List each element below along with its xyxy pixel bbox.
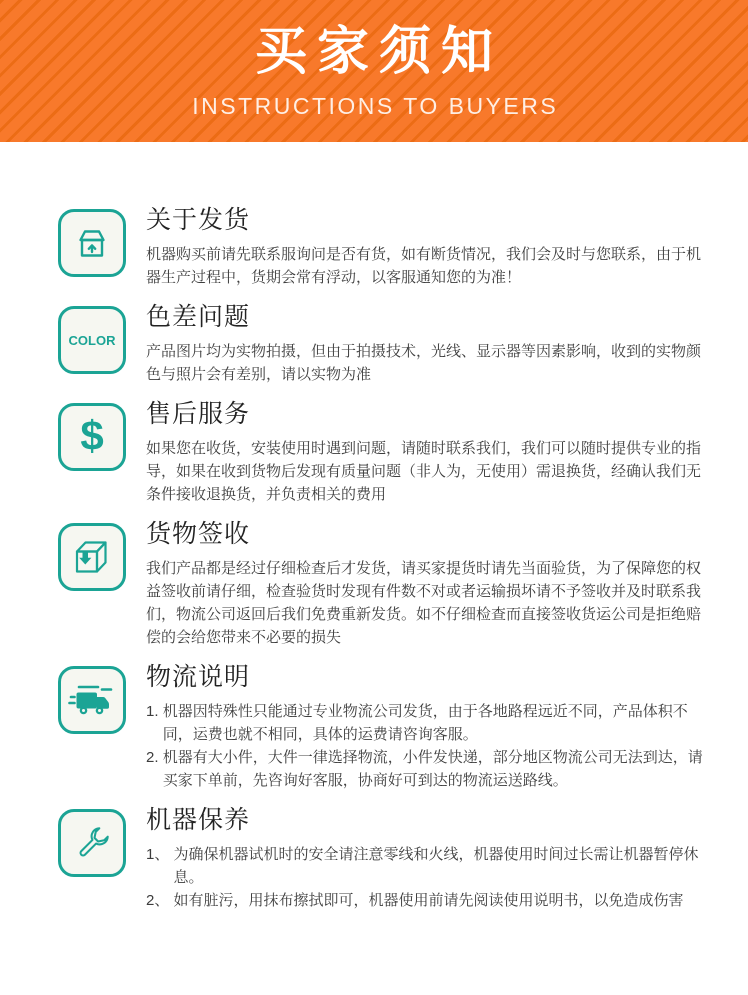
- section-title: 关于发货: [146, 206, 251, 234]
- section-title: 物流说明: [146, 663, 251, 691]
- page-subtitle: INSTRUCTIONS TO BUYERS: [192, 93, 559, 120]
- buyer-notice-list: [0, 142, 748, 912]
- package-3d-icon: [58, 523, 126, 591]
- section-title: 色差问题: [146, 303, 251, 331]
- section-shipping: [58, 204, 709, 289]
- section-text: 如果您在收货，安装使用时遇到问题，请随时联系我们，我们可以随时提供专业的指导，如果在收到货物后发现有质量问题（非人为，无使用）需退换货，经确认我们无条件接收退换货，并负责相关的费用: [146, 440, 702, 503]
- dollar-icon-glyph: $: [80, 411, 104, 459]
- section-goods-receipt: [58, 518, 709, 649]
- list-text: 为确保机器试机时的安全请注意零线和火线，机器使用时间过长需让机器暂停休息。: [173, 846, 699, 886]
- section-logistics: [58, 661, 709, 792]
- section-title: 货物签收: [146, 520, 251, 548]
- section-title: 机器保养: [146, 806, 251, 834]
- wrench-icon: [58, 809, 126, 877]
- color-icon-label: COLOR: [68, 332, 116, 348]
- list-item: [146, 843, 709, 889]
- list-text: 机器因特殊性只能通过专业物流公司发货，由于各地路程远近不同，产品体积不同，运费也就不相同，具体的运费请咨询客服。: [162, 703, 688, 743]
- list-text: 如有脏污，用抹布擦拭即可，机器使用前请先阅读使用说明书，以免造成伤害: [173, 892, 684, 909]
- list-marker: 2、: [146, 892, 174, 909]
- section-color-difference: [58, 301, 709, 386]
- list-item: [146, 889, 709, 912]
- section-text: 我们产品都是经过仔细检查后才发货，请买家提货时请先当面验货，为了保障您的权益签收前请仔细，检查验货时发现有件数不对或者运输损坏请不予签收并及时联系我们，物流公司返回后我们免费重新发货。如不仔细检查而直接签收货运公司是拒绝赔偿的会给您带来不必要的损失: [146, 560, 702, 646]
- section-after-sales: [58, 398, 709, 506]
- section-text: 产品图片均为实物拍摄，但由于拍摄技术，光线、显示器等因素影响，收到的实物颜色与照片会有差别，请以实物为准: [146, 343, 702, 383]
- list-marker: 1、: [146, 846, 174, 863]
- section-text: 机器购买前请先联系服询问是否有货，如有断货情况，我们会及时与您联系，由于机器生产过程中，货期会常有浮动，以客服通知您的为准！: [146, 246, 702, 286]
- list-marker: 1.: [146, 703, 163, 720]
- list-item: [146, 746, 709, 792]
- section-title: 售后服务: [146, 400, 251, 428]
- truck-icon: [58, 666, 126, 734]
- section-maintenance: [58, 804, 709, 912]
- list-text: 机器有大小件，大件一律选择物流，小件发快递，部分地区物流公司无法到达，请买家下单前，先咨询好客服，协商好可到达的物流运送路线。: [162, 749, 703, 789]
- dollar-icon: [58, 403, 126, 471]
- package-up-arrow-icon: [58, 209, 126, 277]
- list-marker: 2.: [146, 749, 163, 766]
- color-swatch-icon: [58, 306, 126, 374]
- page-header: [0, 0, 748, 142]
- page-title: 买家须知: [254, 22, 503, 81]
- list-item: [146, 700, 709, 746]
